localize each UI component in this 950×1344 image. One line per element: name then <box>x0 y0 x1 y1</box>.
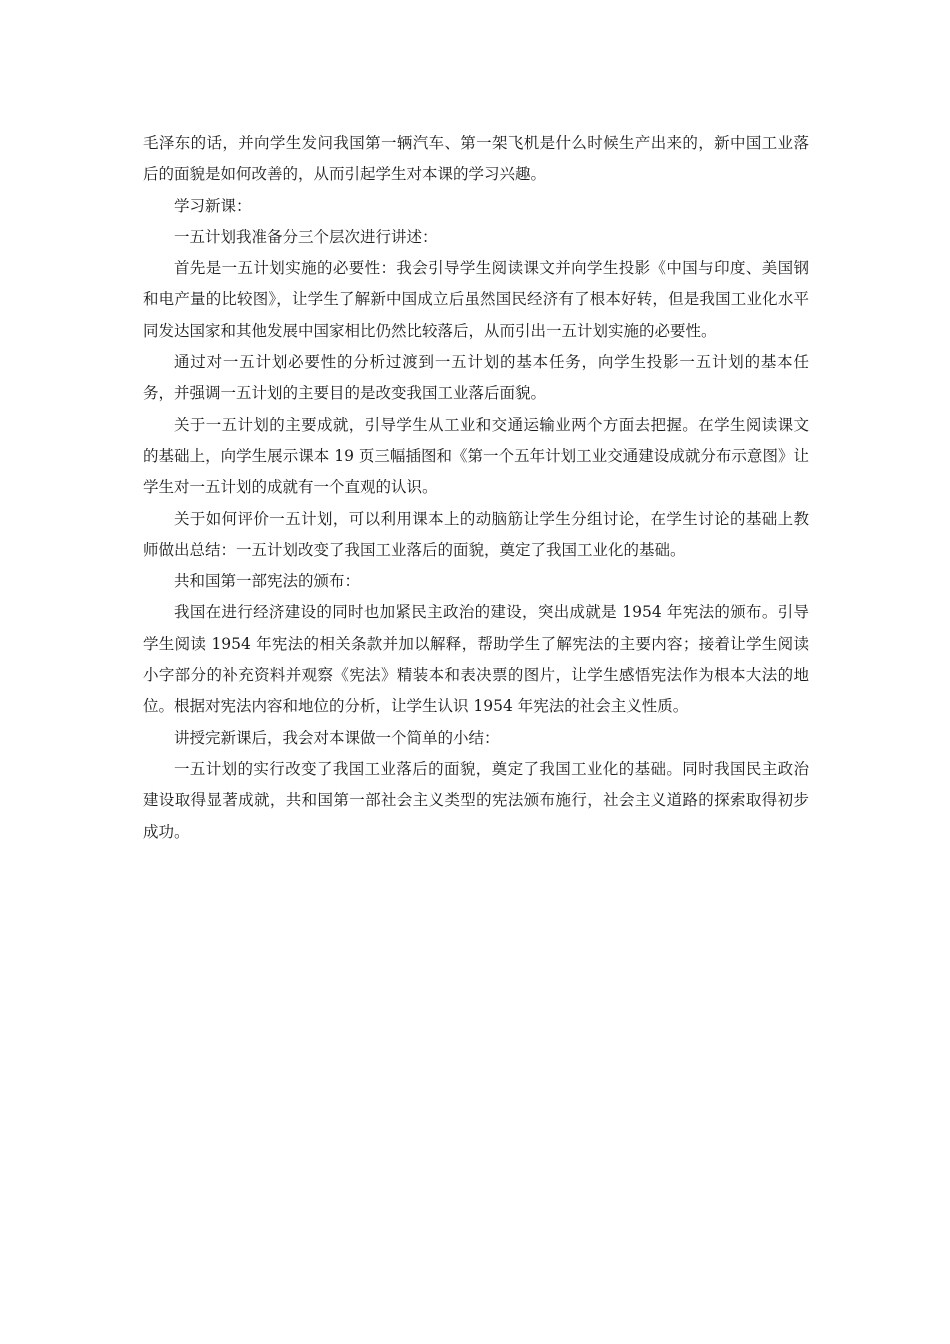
paragraph-plan-tasks: 通过对一五计划必要性的分析过渡到一五计划的基本任务，向学生投影一五计划的基本任务，并强调一五计划的主要目的是改变我国工业落后面貌。 <box>143 353 809 403</box>
paragraph-plan-evaluation: 关于如何评价一五计划，可以利用课本上的动脑筋让学生分组讨论，在学生讨论的基础上教师做出总结：一五计划改变了我国工业落后的面貌，奠定了我国工业化的基础。 <box>143 509 809 559</box>
paragraph-constitution-body: 我国在进行经济建设的同时也加紧民主政治的建设，突出成就是 1954 年宪法的颁布。引导学生阅读 1954 年宪法的相关条款并加以解释，帮助学生了解宪法的主要内容；接着让学生阅读小字部分的补充资料并观察《宪法》精装本和表决票的图片，让学生感悟宪法作为根本大法的地位。根据对宪法内容和地位的分析，让学生认识 1954 年宪法的社会主义性质。 <box>143 603 809 716</box>
paragraph-summary-body: 一五计划的实行改变了我国工业落后的面貌，奠定了我国工业化的基础。同时我国民主政治建设取得显著成就，共和国第一部社会主义类型的宪法颁布施行，社会主义道路的探索取得初步成功。 <box>143 759 809 841</box>
paragraph-plan-achievements: 关于一五计划的主要成就，引导学生从工业和交通运输业两个方面去把握。在学生阅读课文的基础上，向学生展示课本 19 页三幅插图和《第一个五年计划工业交通建设成就分布示意图》让学生对一五计划的成就有一个直观的认识。 <box>143 415 809 497</box>
paragraph-new-lesson-heading: 学习新课： <box>174 196 252 215</box>
paragraph-constitution-heading: 共和国第一部宪法的颁布： <box>174 572 361 591</box>
paragraph-intro-continued: 毛泽东的话，并向学生发问我国第一辆汽车、第一架飞机是什么时候生产出来的，新中国工业落后的面貌是如何改善的，从而引起学生对本课的学习兴趣。 <box>143 134 809 184</box>
paragraph-plan-necessity: 首先是一五计划实施的必要性：我会引导学生阅读课文并向学生投影《中国与印度、美国钢和电产量的比较图》，让学生了解新中国成立后虽然国民经济有了根本好转，但是我国工业化水平同发达国家和其他发展中国家相比仍然比较落后，从而引出一五计划实施的必要性。 <box>143 259 809 340</box>
paragraph-plan-overview: 一五计划我准备分三个层次进行讲述： <box>174 227 438 246</box>
paragraph-summary-intro: 讲授完新课后，我会对本课做一个简单的小结： <box>174 728 500 747</box>
document-page <box>143 128 809 848</box>
